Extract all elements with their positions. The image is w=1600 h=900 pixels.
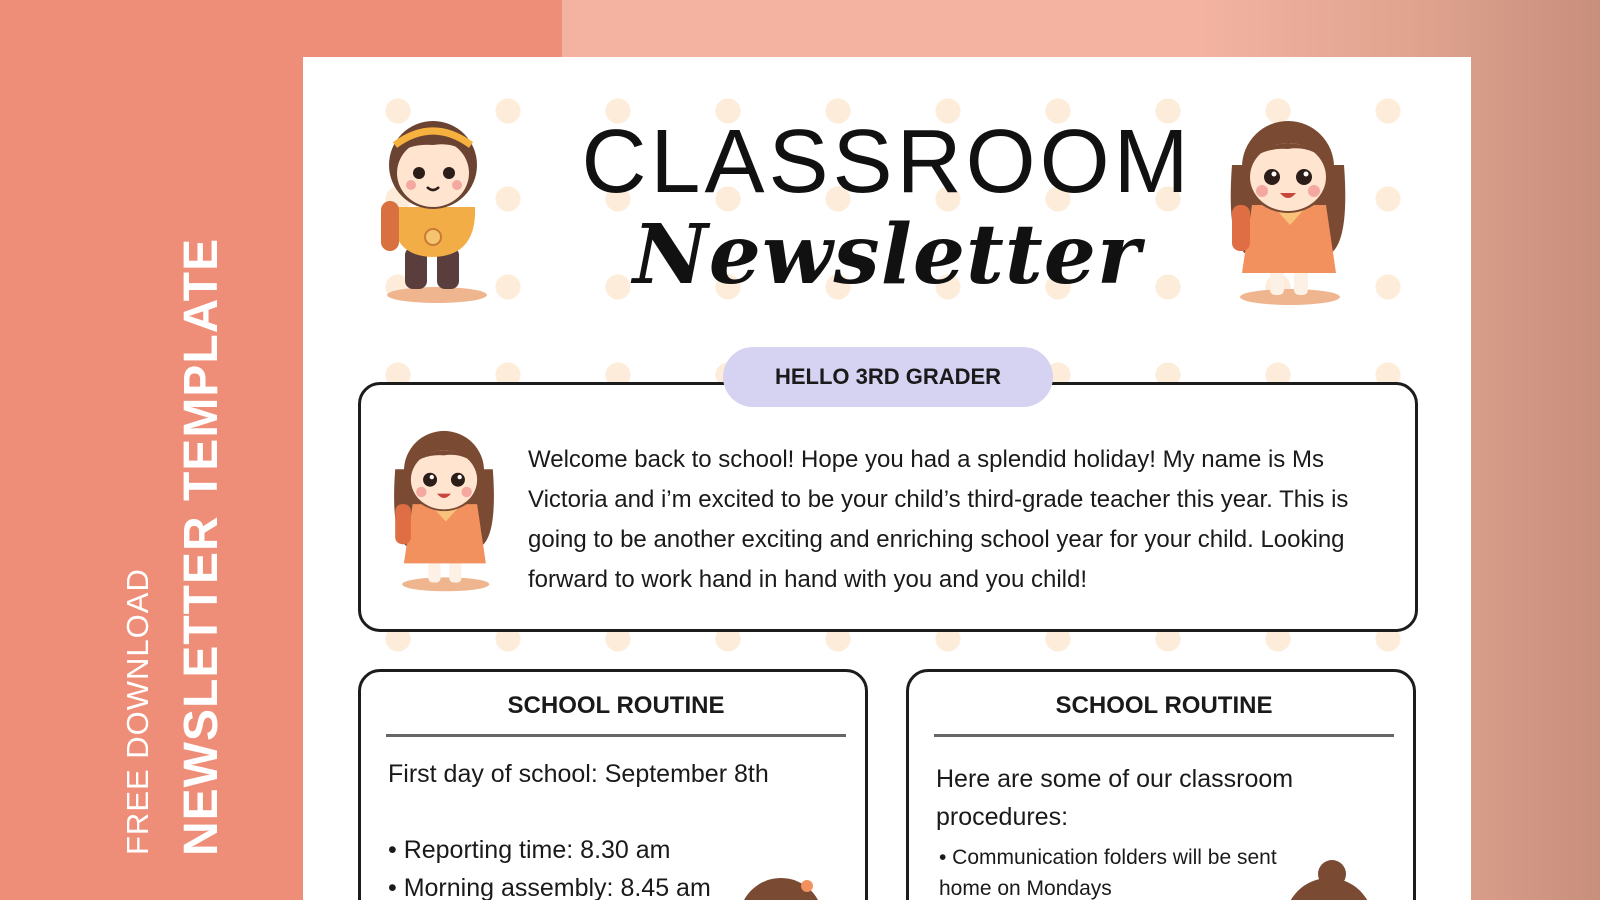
routine-heading: SCHOOL ROUTINE [1055, 692, 1273, 719]
list-item: • Reporting time: 8.30 am [388, 836, 671, 864]
newsletter-title: CLASSROOM [581, 112, 1193, 212]
heading-divider [934, 734, 1394, 737]
first-day-text: First day of school: September 8th [388, 760, 769, 788]
girl-student-icon [383, 413, 505, 597]
welcome-message: Welcome back to school! Hope you had a splendid holiday! My name is Ms Victoria and i’m excited to be your child’s third-grade teacher this year. This is going to be another exciting and enriching school year for your child. Looking forward to work hand in hand with you and you child! [528, 446, 1349, 593]
list-item: • Morning assembly: 8.45 am [388, 874, 711, 900]
hello-pill-label: HELLO 3RD GRADER [723, 347, 1053, 407]
routine-heading: SCHOOL ROUTINE [507, 692, 725, 719]
side-small-label: FREE DOWNLOAD [120, 568, 155, 855]
girl-student-icon [731, 870, 831, 900]
routine-card-right [906, 669, 1416, 900]
girl-student-icon [1274, 852, 1384, 900]
routine-card-left [358, 669, 868, 900]
newsletter-page [303, 57, 1471, 900]
newsletter-script-title: Newsletter [632, 207, 1142, 303]
side-big-label: NEWSLETTER TEMPLATE [175, 237, 228, 856]
heading-divider [386, 734, 846, 737]
list-item: • Communication folders will be sent home on Mondays [939, 846, 1277, 900]
hello-card [358, 382, 1418, 632]
side-title [0, 0, 300, 900]
procedures-intro: Here are some of our classroom procedures: [936, 765, 1294, 831]
